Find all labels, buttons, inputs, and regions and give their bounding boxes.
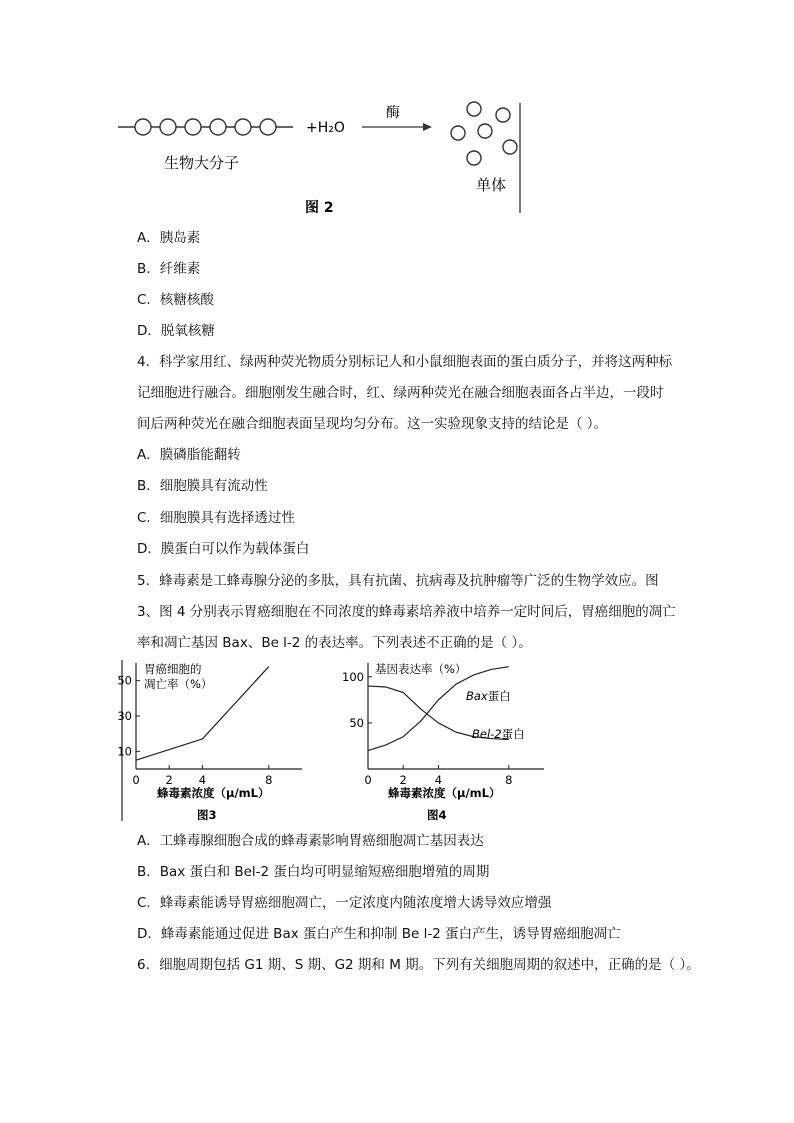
q4-option-c: C．细胞膜具有选择透过性 bbox=[137, 510, 295, 526]
monomer-label: 单体 bbox=[476, 176, 507, 194]
q4-text-line-2: 记细胞进行融合。细胞刚发生融合时，红、绿两种荧光在融合细胞表面各占半边，一段时 bbox=[137, 385, 664, 401]
water-label: +H₂O bbox=[306, 120, 345, 136]
q5-option-b: B．Bax 蛋白和 Bel-2 蛋白均可明显缩短癌细胞增殖的周期 bbox=[137, 864, 490, 880]
fig3-xlabel: 蜂毒素浓度（μ/mL） bbox=[157, 786, 270, 800]
q5-text-line-2: 3、图 4 分别表示胃癌细胞在不同浓度的蜂毒素培养液中培养一定时间后，胃癌细胞的凋亡 bbox=[137, 604, 676, 620]
fig4-xtick-label: 4 bbox=[434, 773, 443, 787]
fig4-legend-bel2-rest: 蛋白 bbox=[501, 727, 525, 741]
fig3-ytick-label: 50 bbox=[117, 673, 132, 688]
macromolecule-label: 生物大分子 bbox=[164, 154, 240, 172]
fig3-xtick-label: 8 bbox=[265, 773, 273, 787]
fig4-ylabel: 基因表达率（%） bbox=[375, 662, 467, 676]
fig4-title: 图4 bbox=[427, 808, 447, 822]
fig4-legend-bel2-italic: Bel-2 bbox=[472, 727, 502, 741]
monomers bbox=[451, 102, 517, 165]
q4-option-d: D．膜蛋白可以作为载体蛋白 bbox=[137, 541, 310, 557]
figure-2-caption: 图 2 bbox=[305, 200, 334, 216]
q3-option-b: B．纤维素 bbox=[137, 261, 201, 277]
fig4-xlabel: 蜂毒素浓度（μ/mL） bbox=[388, 786, 501, 800]
figure-2 bbox=[0, 0, 794, 220]
fig4-legend-bax-italic: Bax bbox=[466, 689, 488, 703]
fig3-ytick-label: 30 bbox=[117, 709, 132, 723]
q5-text-line-3: 率和凋亡基因 Bax、Be l-2 的表达率。下列表述不正确的是（ ）。 bbox=[137, 635, 532, 651]
fig4-legend-bel2 bbox=[472, 727, 525, 741]
fig3-x-ticks bbox=[132, 765, 272, 787]
q4-text-line-3: 间后两种荧光在融合细胞表面呈现均匀分布。这一实验现象支持的结论是（ ）。 bbox=[137, 416, 608, 432]
macromolecule-chain bbox=[118, 119, 293, 135]
fig4-legend-bax-rest: 蛋白 bbox=[487, 689, 511, 703]
fig3-xtick-label: 0 bbox=[132, 773, 140, 787]
q5-text-line-1: 5．蜂毒素是工蜂毒腺分泌的多肽，具有抗菌、抗病毒及抗肿瘤等广泛的生物学效应。图 bbox=[137, 573, 659, 589]
figure-4-chart bbox=[330, 655, 580, 825]
q4-option-b: B．细胞膜具有流动性 bbox=[137, 478, 268, 494]
q5-option-d: D．蜂毒素能通过促进 Bax 蛋白产生和抑制 Be l-2 蛋白产生，诱导胃癌细胞凋亡 bbox=[137, 926, 621, 942]
q5-option-c: C．蜂毒素能诱导胃癌细胞凋亡，一定浓度内随浓度增大诱导效应增强 bbox=[137, 895, 552, 911]
fig4-ytick-label: 50 bbox=[349, 715, 364, 730]
fig3-y-ticks bbox=[117, 674, 140, 759]
q6-text-line-1: 6．细胞周期包括 G1 期、S 期、G2 期和 M 期。下列有关细胞周期的叙述中，正确的是（ ）。 bbox=[137, 957, 700, 973]
enzyme-label: 酶 bbox=[386, 105, 400, 121]
q3-option-c: C．核糖核酸 bbox=[137, 292, 214, 308]
q3-option-d: D．脱氧核糖 bbox=[137, 323, 215, 339]
fig3-title: 图3 bbox=[197, 808, 217, 822]
fig3-xtick-label: 2 bbox=[165, 773, 173, 787]
q4-text-line-1: 4．科学家用红、绿两种荧光物质分别标记人和小鼠细胞表面的蛋白质分子，并将这两种标 bbox=[137, 354, 673, 370]
reaction-arrow bbox=[362, 123, 432, 131]
fig3-ytick-label: 10 bbox=[117, 744, 132, 759]
fig3-xtick-label: 4 bbox=[198, 773, 207, 787]
fig4-axes bbox=[368, 663, 544, 769]
fig4-x-ticks bbox=[364, 765, 512, 787]
fig4-xtick-label: 0 bbox=[364, 773, 372, 787]
fig4-legend-bax bbox=[466, 689, 511, 703]
q3-option-a: A．胰岛素 bbox=[137, 230, 201, 246]
q4-option-a: A．膜磷脂能翻转 bbox=[137, 447, 241, 463]
fig4-xtick-label: 8 bbox=[505, 773, 513, 787]
fig4-xtick-label: 2 bbox=[399, 773, 407, 787]
fig3-ylabel-line-2: 凋亡率（%） bbox=[144, 677, 213, 691]
fig4-ytick-label: 100 bbox=[342, 669, 364, 684]
fig3-ylabel-line-1: 胃癌细胞的 bbox=[144, 662, 202, 676]
q5-option-a: A．工蜂毒腺细胞合成的蜂毒素影响胃癌细胞凋亡基因表达 bbox=[137, 833, 484, 849]
